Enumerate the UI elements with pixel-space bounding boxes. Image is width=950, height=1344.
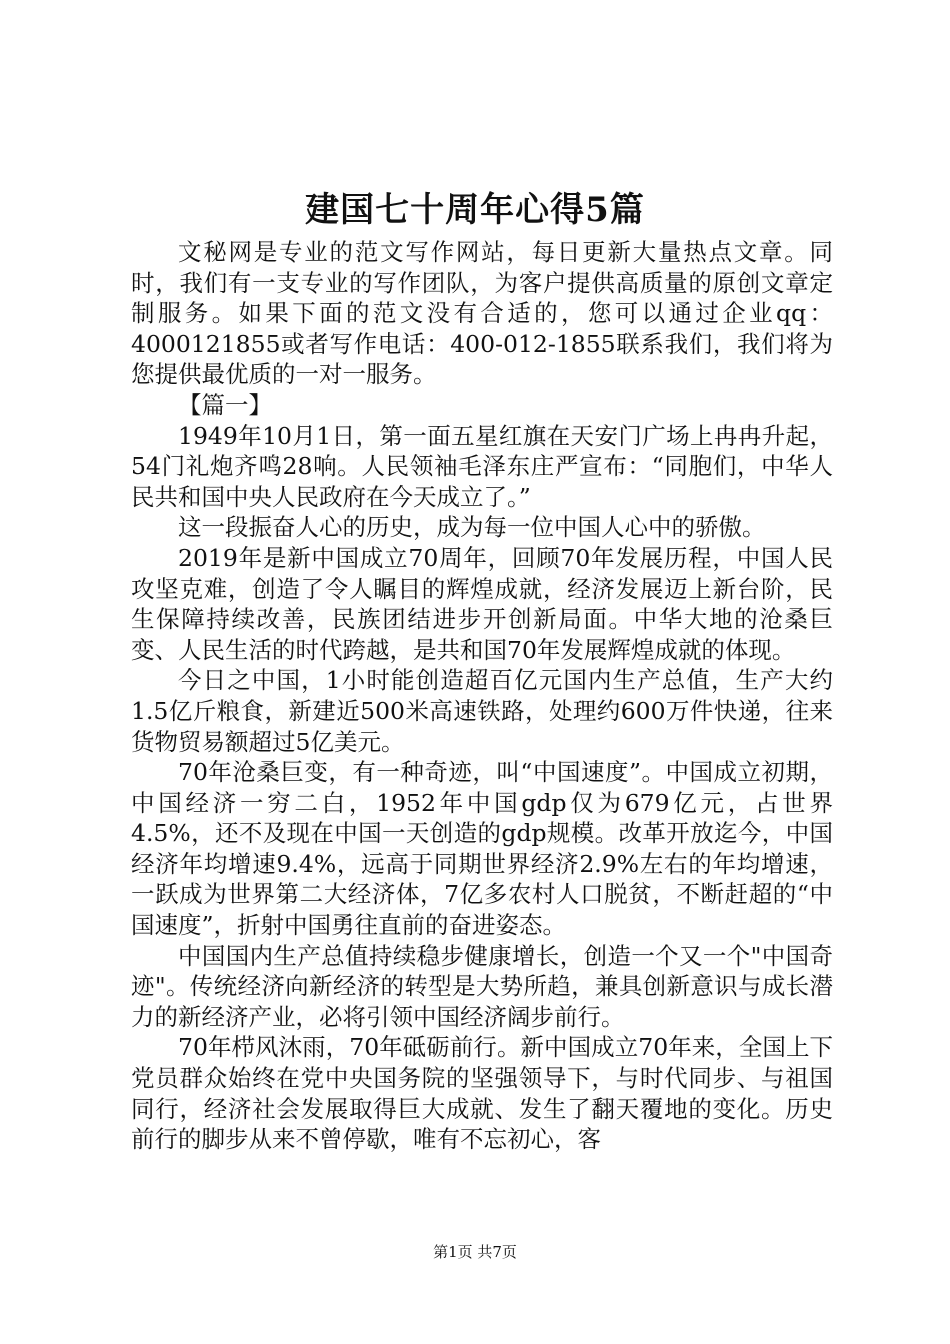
paragraph: 70年栉风沐雨，70年砥砺前行。新中国成立70年来，全国上下党员群众始终在党中央国务院的坚强领导下，与时代同步、与祖国同行，经济社会发展取得巨大成就、发生了翻天覆地的变化。历史前行的脚步从来不曾停歇，唯有不忘初心，客	[131, 1033, 833, 1154]
page-footer: 第1页 共7页	[433, 1243, 517, 1261]
section-heading: 【篇一】	[178, 390, 272, 419]
paragraph-intro: 文秘网是专业的范文写作网站，每日更新大量热点文章。同时，我们有一支专业的写作团队，为客户提供高质量的原创文章定制服务。如果下面的范文没有合适的，您可以通过企业qq：4000121855或者写作电话：400-012-1855联系我们，我们将为您提供最优质的一对一服务。	[131, 238, 833, 389]
document-body	[131, 237, 833, 1155]
paragraph: 1949年10月1日，第一面五星红旗在天安门广场上冉冉升起，54门礼炮齐鸣28响。人民领袖毛泽东庄严宣布：“同胞们，中华人民共和国中央人民政府在今天成立了。”	[131, 421, 833, 511]
paragraph: 今日之中国，1小时能创造超百亿元国内生产总值，生产大约1.5亿斤粮食，新建近500米高速铁路，处理约600万件快递，往来货物贸易额超过5亿美元。	[131, 666, 833, 756]
paragraph: 70年沧桑巨变，有一种奇迹，叫“中国速度”。中国成立初期，中国经济一穷二白，1952年中国gdp仅为679亿元，占世界4.5%，还不及现在中国一天创造的gdp规模。改革开放迄今，中国经济年均增速9.4%，远高于同期世界经济2.9%左右的年均增速，一跃成为世界第二大经济体，7亿多农村人口脱贫，不断赶超的“中国速度”，折射中国勇往直前的奋进姿态。	[131, 758, 833, 940]
document-title: 建国七十周年心得5篇	[305, 190, 645, 230]
paragraph: 2019年是新中国成立70周年，回顾70年发展历程，中国人民攻坚克难，创造了令人瞩目的辉煌成就，经济发展迈上新台阶，民生保障持续改善，民族团结进步开创新局面。中华大地的沧桑巨变、人民生活的时代跨越，是共和国70年发展辉煌成就的体现。	[131, 543, 833, 664]
paragraph: 这一段振奋人心的历史，成为每一位中国人心中的骄傲。	[178, 513, 766, 542]
paragraph: 中国国内生产总值持续稳步健康增长，创造一个又一个"中国奇迹"。传统经济向新经济的转型是大势所趋，兼具创新意识与成长潜力的新经济产业，必将引领中国经济阔步前行。	[131, 941, 833, 1031]
